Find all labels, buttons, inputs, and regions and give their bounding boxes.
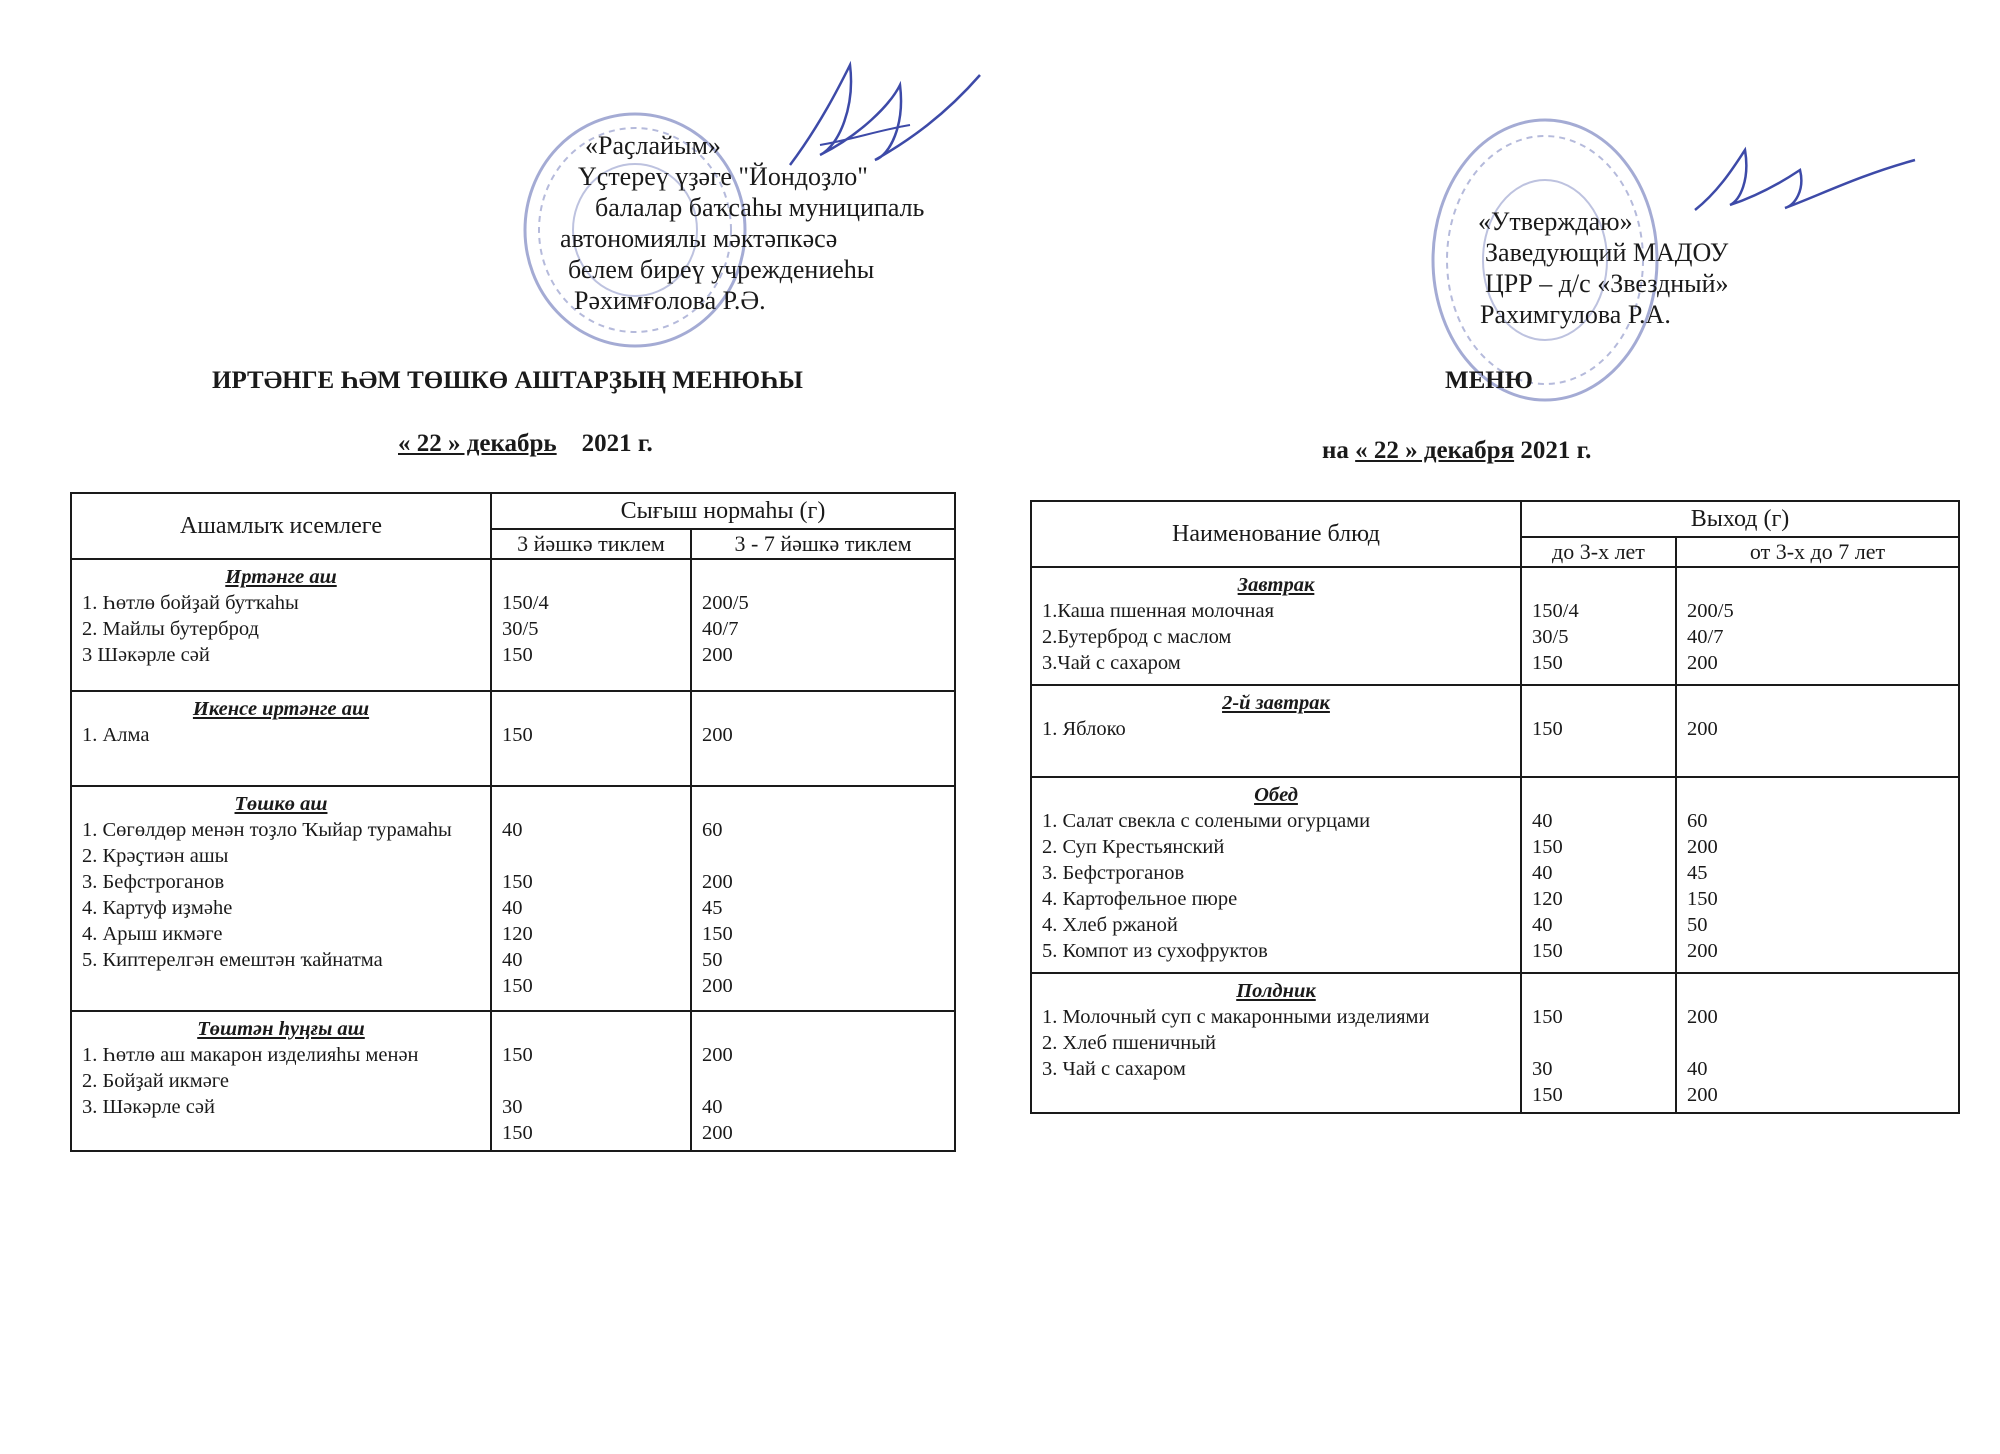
output-value: 150: [1687, 888, 1718, 910]
output-cell-b: [1676, 777, 1959, 973]
table-row: [1031, 973, 1959, 1113]
dish-item: 1. Алма: [82, 724, 150, 746]
dish-item: 3. Шәкәрле сәй: [82, 1096, 215, 1118]
approval-line: «Раҫлайым»: [585, 131, 721, 160]
column-header-age-a: 3 йәшкә тиклем: [491, 529, 691, 559]
date-day: « 22 » декабрь: [398, 430, 557, 457]
output-cell-a: [1521, 685, 1676, 777]
dish-cell: [1031, 777, 1521, 973]
output-cell-b: [1676, 973, 1959, 1113]
output-cell-a: [491, 691, 691, 786]
output-value: 150: [1532, 1006, 1563, 1028]
dish-item: 2. Суп Крестьянский: [1042, 836, 1225, 858]
dish-item: 1. Салат свекла с солеными огурцами: [1042, 810, 1371, 832]
output-value: 200: [1687, 836, 1718, 858]
column-header-age-b: 3 - 7 йәшкә тиклем: [691, 529, 955, 559]
output-cell-a: [1521, 777, 1676, 973]
approval-line: Рахимгулова Р.А.: [1480, 300, 1671, 329]
output-value: 30: [502, 1096, 523, 1118]
approval-line: «Утверждаю»: [1478, 207, 1633, 236]
output-value: 200: [702, 1044, 733, 1066]
dish-item: 1. Молочный суп с макаронными изделиями: [1042, 1006, 1430, 1028]
date-prefix: на: [1322, 437, 1349, 464]
output-value: 200: [702, 975, 733, 997]
meal-title: Иртәнге аш: [225, 566, 337, 588]
meal-title: Завтрак: [1237, 574, 1315, 596]
output-value: 200: [1687, 718, 1718, 740]
dish-item: 5. Компот из сухофруктов: [1042, 940, 1268, 962]
output-value: 30/5: [502, 618, 539, 640]
dish-item: 1.Каша пшенная молочная: [1042, 600, 1275, 622]
dish-item: 1. Һөтлө бойҙай бутҡаһы: [82, 592, 299, 614]
output-value: 200/5: [1687, 600, 1734, 622]
output-value: 150: [502, 871, 533, 893]
approval-line: белем биреү учреждениеһы: [568, 255, 875, 284]
output-value: 40: [702, 1096, 723, 1118]
approval-line: Рәхимғолова Р.Ә.: [574, 286, 766, 315]
approval-line: Заведующий МАДОУ: [1485, 238, 1729, 267]
output-cell-b: [1676, 685, 1959, 777]
table-row: [71, 691, 955, 786]
output-value: 150: [1532, 940, 1563, 962]
output-cell-a: [491, 559, 691, 691]
column-header-output: Выход (г): [1521, 501, 1959, 537]
output-value: 150: [502, 975, 533, 997]
output-value: 200: [702, 871, 733, 893]
meal-title: 2-й завтрак: [1222, 692, 1330, 714]
output-value: 40: [1532, 810, 1553, 832]
output-value: 150: [502, 644, 533, 666]
table-row: [1031, 685, 1959, 777]
dish-cell: [71, 559, 491, 691]
dish-item: 1. Сөгөлдөр менән тоҙло Ҡыйар турамаһы: [82, 819, 452, 841]
output-value: 200/5: [702, 592, 749, 614]
output-value: 200: [702, 1122, 733, 1144]
dish-item: 3. Бефстроганов: [1042, 862, 1185, 884]
dish-item: 1. Һөтлө аш макарон изделияһы менән: [82, 1044, 419, 1066]
meal-title: Төштән һуңғы аш: [197, 1018, 365, 1040]
output-value: 50: [702, 949, 723, 971]
output-value: 60: [1687, 810, 1708, 832]
output-cell-a: [1521, 567, 1676, 685]
output-cell-b: [691, 559, 955, 691]
output-value: 200: [1687, 1084, 1718, 1106]
table-row: [71, 559, 955, 691]
dish-cell: [71, 786, 491, 1011]
output-value: 200: [1687, 940, 1718, 962]
approval-line: Үҫтереү үҙәге "Йондоҙло": [578, 162, 868, 191]
output-value: 150: [1532, 718, 1563, 740]
output-value: 50: [1687, 914, 1708, 936]
output-value: 40: [1687, 1058, 1708, 1080]
output-value: 120: [502, 923, 533, 945]
dish-item: 2.Бутерброд с маслом: [1042, 626, 1232, 648]
table-row: [71, 786, 955, 1011]
dish-item: 4. Картофельное пюре: [1042, 888, 1238, 910]
output-cell-a: [491, 1011, 691, 1151]
output-value: 200: [1687, 652, 1718, 674]
meal-title: Полдник: [1236, 980, 1316, 1002]
dish-cell: [71, 691, 491, 786]
output-cell-a: [491, 786, 691, 1011]
column-header-output: Сығыш нормаһы (г): [491, 493, 955, 529]
table-row: [1031, 567, 1959, 685]
dish-item: 2. Крәҫтиән ашы: [82, 845, 229, 867]
output-value: 150: [702, 923, 733, 945]
date-right: [1322, 437, 1591, 465]
dish-cell: [1031, 973, 1521, 1113]
column-header-dish: Наименование блюд: [1031, 501, 1521, 567]
dish-item: 3 Шәкәрле сәй: [82, 644, 210, 666]
dish-item: 4. Картуф иҙмәһе: [82, 897, 233, 919]
output-cell-b: [1676, 567, 1959, 685]
approval-line: балалар баҡсаһы муниципаль: [595, 193, 925, 222]
output-cell-b: [691, 1011, 955, 1151]
dish-item: 1. Яблоко: [1042, 718, 1126, 740]
column-header-age-a: до 3-х лет: [1521, 537, 1676, 567]
output-cell-b: [691, 691, 955, 786]
output-value: 30/5: [1532, 626, 1569, 648]
dish-item: 2. Бойҙай икмәге: [82, 1070, 230, 1092]
output-value: 150: [1532, 652, 1563, 674]
column-header-age-b: от 3-х до 7 лет: [1676, 537, 1959, 567]
approval-line: автономиялы мәктәпкәсә: [560, 224, 838, 253]
date-day: « 22 » декабря: [1355, 437, 1515, 464]
output-value: 60: [702, 819, 723, 841]
output-value: 45: [702, 897, 723, 919]
output-value: 30: [1532, 1058, 1553, 1080]
output-value: 45: [1687, 862, 1708, 884]
dish-item: 3. Чай с сахаром: [1042, 1058, 1186, 1080]
output-value: 40: [1532, 914, 1553, 936]
output-value: 40: [1532, 862, 1553, 884]
output-value: 120: [1532, 888, 1563, 910]
dish-item: 3. Бефстроганов: [82, 871, 225, 893]
approval-block-right: [1470, 206, 1729, 330]
output-value: 150: [502, 724, 533, 746]
date-year: 2021 г.: [1520, 437, 1592, 464]
output-cell-a: [1521, 973, 1676, 1113]
dish-item: 3.Чай с сахаром: [1042, 652, 1181, 674]
approval-line: ЦРР – д/с «Звездный»: [1485, 269, 1729, 298]
column-header-dish: Ашамлыҡ исемлеге: [71, 493, 491, 559]
output-value: 150: [1532, 836, 1563, 858]
table-row: [71, 1011, 955, 1151]
output-cell-b: [691, 786, 955, 1011]
approval-block-left: [560, 130, 924, 316]
output-value: 200: [702, 644, 733, 666]
date-year: 2021 г.: [581, 430, 653, 457]
dish-item: 2. Майлы бутерброд: [82, 618, 259, 640]
dish-item: 4. Арыш икмәге: [82, 923, 223, 945]
page-title-left: ИРТӘНГЕ ҺӘМ ТӨШКӨ АШТАРҘЫҢ МЕНЮҺЫ: [212, 367, 803, 394]
output-value: 200: [702, 724, 733, 746]
menu-table-left: [70, 492, 956, 1152]
output-value: 150: [502, 1044, 533, 1066]
output-value: 40: [502, 949, 523, 971]
meal-title: Икенсе иртәнге аш: [192, 698, 370, 720]
table-row: [1031, 777, 1959, 973]
dish-item: 2. Хлеб пшеничный: [1042, 1032, 1217, 1054]
output-value: 200: [1687, 1006, 1718, 1028]
dish-cell: [71, 1011, 491, 1151]
menu-table-right: [1030, 500, 1960, 1114]
output-value: 150: [502, 1122, 533, 1144]
page-title-right: МЕНЮ: [1445, 367, 1533, 394]
output-value: 40: [502, 819, 523, 841]
meal-title: Төшкө аш: [234, 793, 328, 815]
output-value: 40/7: [702, 618, 739, 640]
output-value: 40/7: [1687, 626, 1724, 648]
dish-cell: [1031, 567, 1521, 685]
date-left: [398, 430, 653, 458]
dish-cell: [1031, 685, 1521, 777]
meal-title: Обед: [1254, 784, 1298, 806]
output-value: 150/4: [502, 592, 549, 614]
output-value: 150/4: [1532, 600, 1579, 622]
output-value: 40: [502, 897, 523, 919]
dish-item: 4. Хлеб ржаной: [1042, 914, 1178, 936]
dish-item: 5. Киптерелгән емештән ҡайнатма: [82, 949, 383, 971]
output-value: 150: [1532, 1084, 1563, 1106]
